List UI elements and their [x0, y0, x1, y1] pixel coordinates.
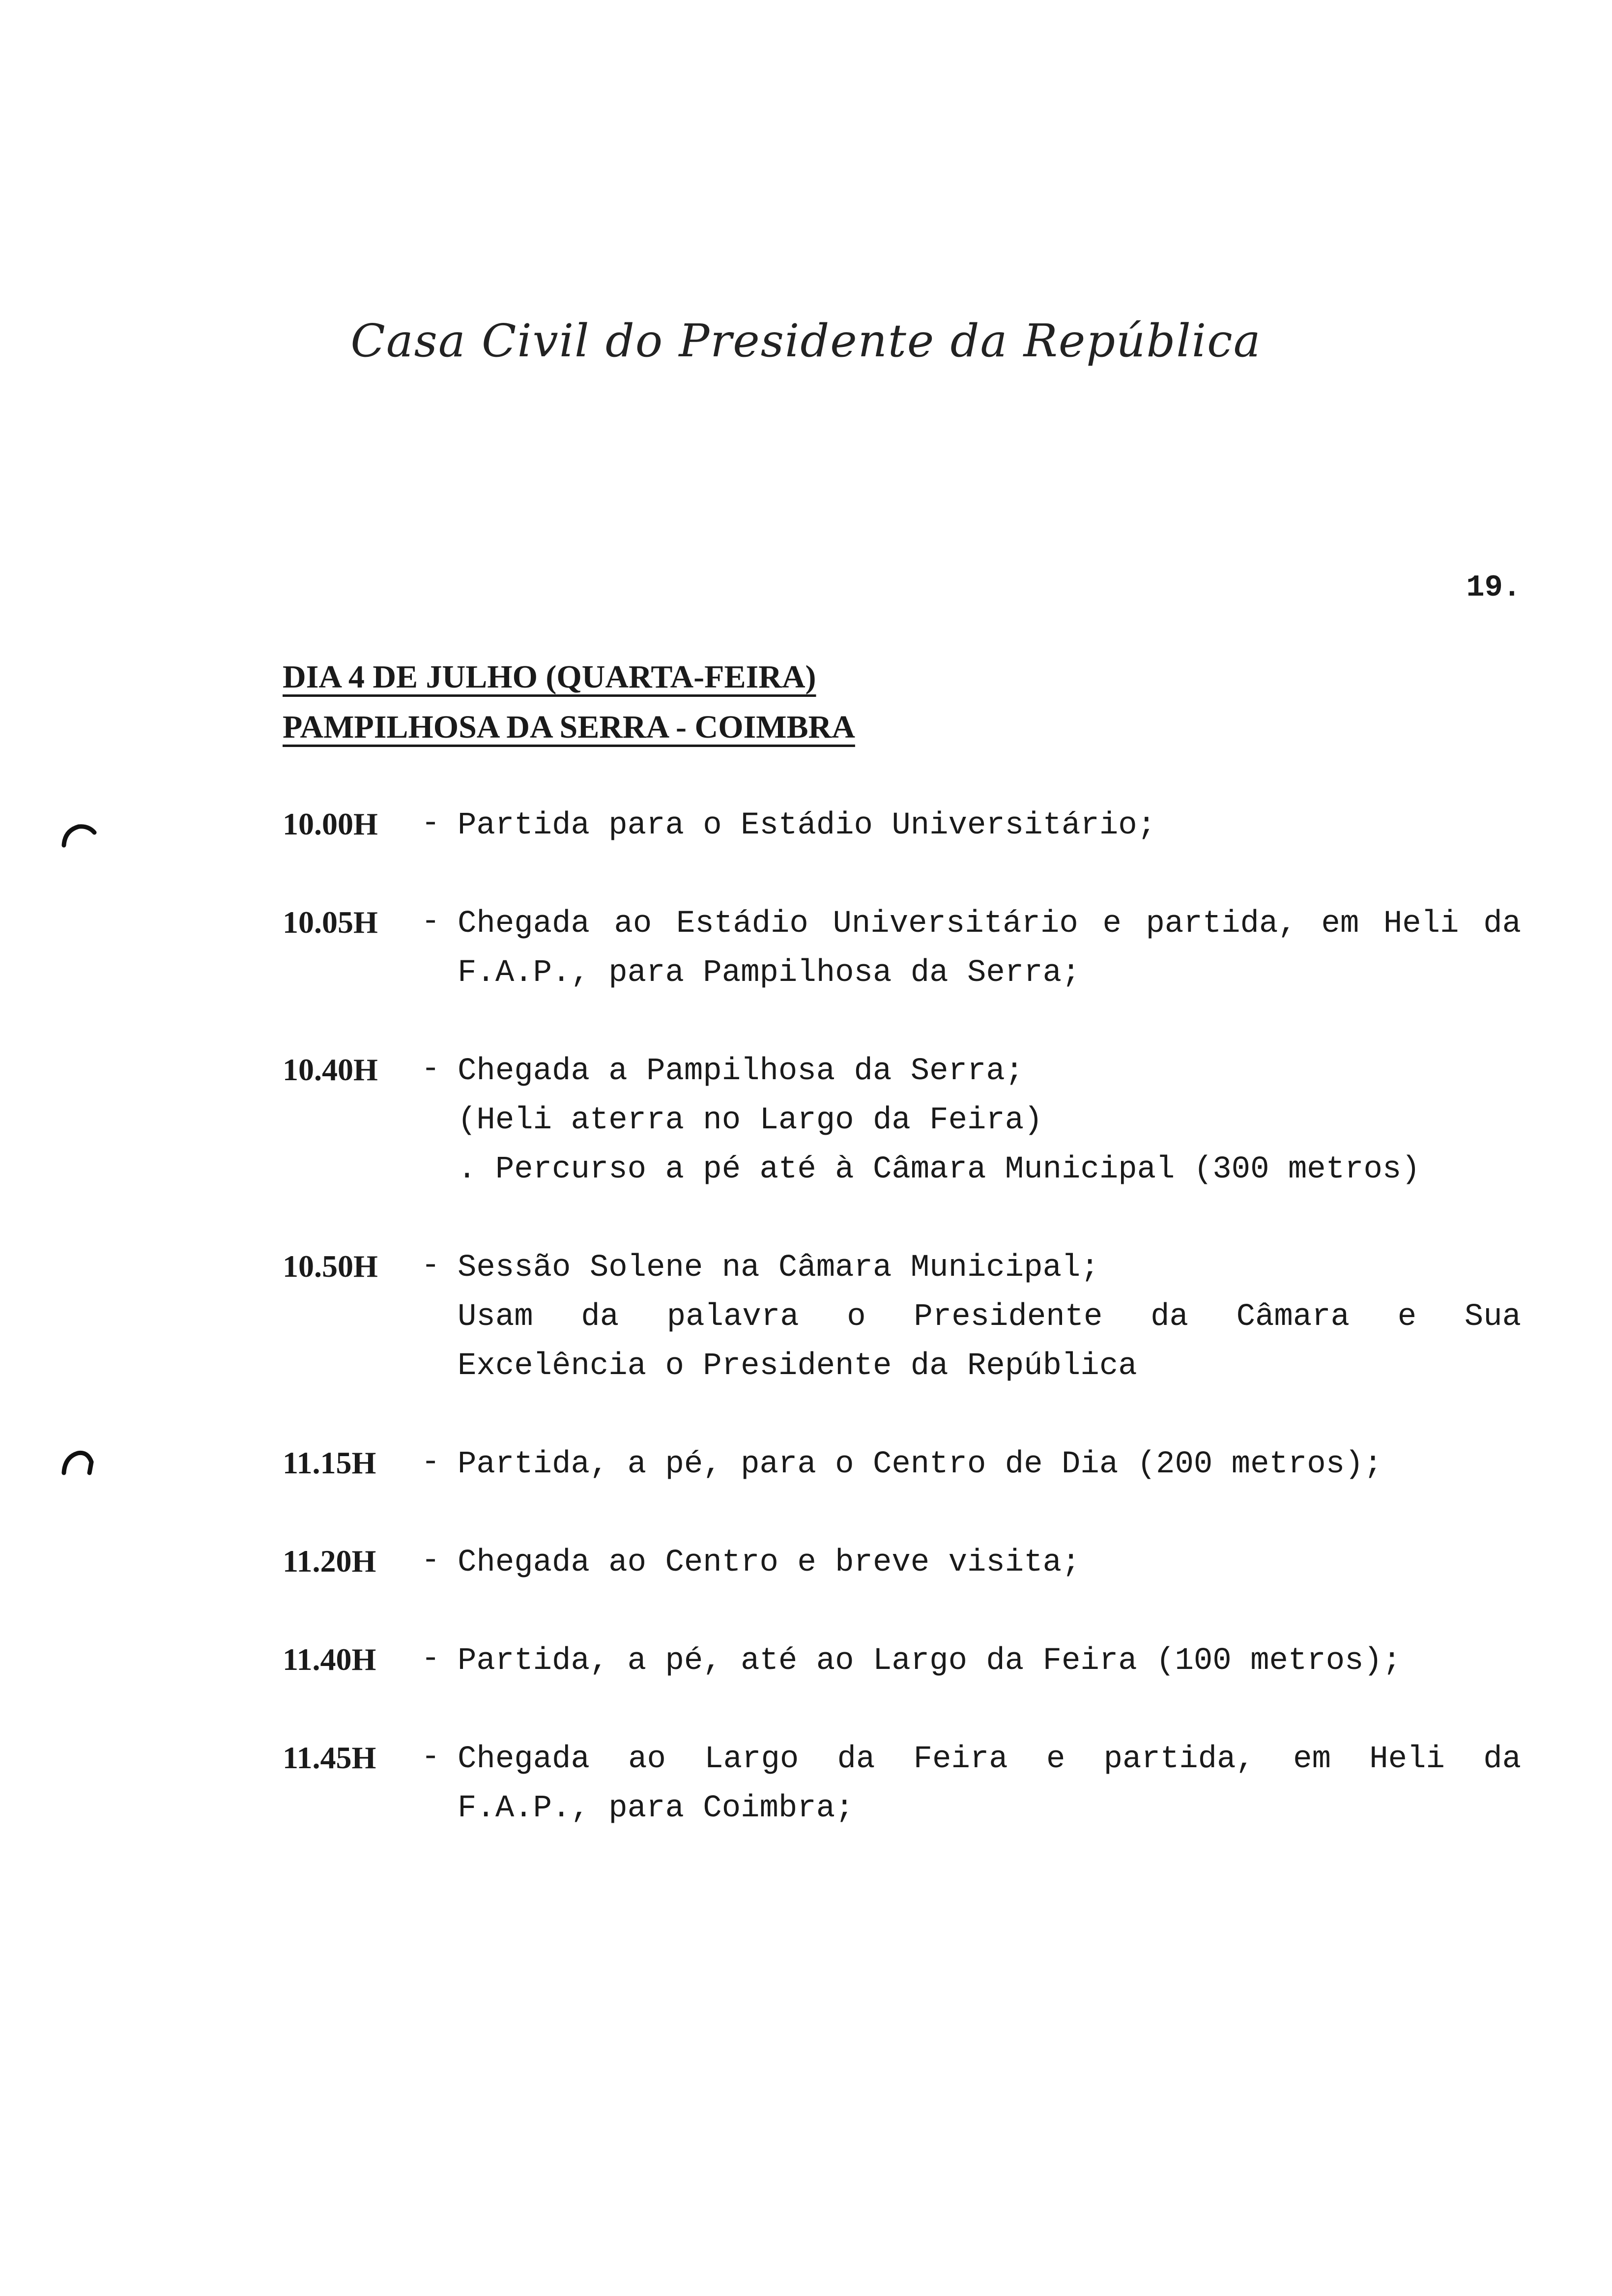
entry-line: Partida, a pé, até ao Largo da Feira (100 metros); [458, 1643, 1402, 1679]
entry-line: F.A.P., para Pampilhosa da Serra; [458, 955, 1081, 991]
entry-line: Excelência o Presidente da República [458, 1349, 1137, 1384]
entry-dash: - [421, 1052, 440, 1087]
entry-dash: - [421, 806, 440, 841]
entry-line: F.A.P., para Coimbra; [458, 1791, 854, 1826]
entry-line: Usam da palavra o Presidente da Câmara e Sua [458, 1299, 1521, 1335]
letterhead: Casa Civil do Presidente da República [350, 315, 1262, 367]
entry-line: Chegada ao Largo da Feira e partida, em Heli da [458, 1742, 1521, 1777]
entry-text [458, 1248, 1521, 1396]
entry-time: 10.40H [283, 1052, 378, 1087]
entry-dash: - [421, 1445, 440, 1480]
punch-hole-mark-top [59, 816, 98, 855]
entry-line: Chegada ao Estádio Universitário e partida, em Heli da [458, 906, 1521, 942]
entry-text [458, 1445, 1521, 1494]
entry-line: (Heli aterra no Largo da Feira) [458, 1103, 1043, 1138]
heading-date: DIA 4 DE JULHO (QUARTA-FEIRA) [283, 659, 816, 695]
entry-text [458, 904, 1521, 1003]
heading-location: PAMPILHOSA DA SERRA - COIMBRA [283, 709, 855, 745]
entry-line: Sessão Solene na Câmara Municipal; [458, 1250, 1099, 1286]
entry-line: Chegada ao Centro e breve visita; [458, 1545, 1081, 1580]
punch-hole-mark-bottom [59, 1442, 98, 1482]
entry-line: . Percurso a pé até à Câmara Municipal (300 metros) [458, 1152, 1420, 1187]
entry-line: Chegada a Pampilhosa da Serra; [458, 1054, 1024, 1089]
entry-dash: - [421, 904, 440, 940]
entry-text [458, 1641, 1521, 1691]
entry-line: Partida para o Estádio Universitário; [458, 808, 1156, 843]
entry-time: 11.20H [283, 1544, 376, 1578]
entry-text [458, 1543, 1521, 1592]
entry-text [458, 806, 1521, 855]
entry-time: 11.40H [283, 1642, 376, 1677]
entry-time: 10.50H [283, 1249, 378, 1284]
entry-dash: - [421, 1543, 440, 1578]
page-number: 19. [1466, 570, 1521, 605]
entry-time: 10.05H [283, 905, 378, 940]
entry-text [458, 1740, 1521, 1838]
entry-line: Partida, a pé, para o Centro de Dia (200 metros); [458, 1447, 1382, 1482]
entry-time: 11.45H [283, 1740, 376, 1775]
entry-time: 11.15H [283, 1445, 376, 1480]
entry-dash: - [421, 1641, 440, 1677]
entry-text [458, 1052, 1521, 1199]
entry-time: 10.00H [283, 806, 378, 841]
entry-dash: - [421, 1248, 440, 1284]
entry-dash: - [421, 1740, 440, 1775]
